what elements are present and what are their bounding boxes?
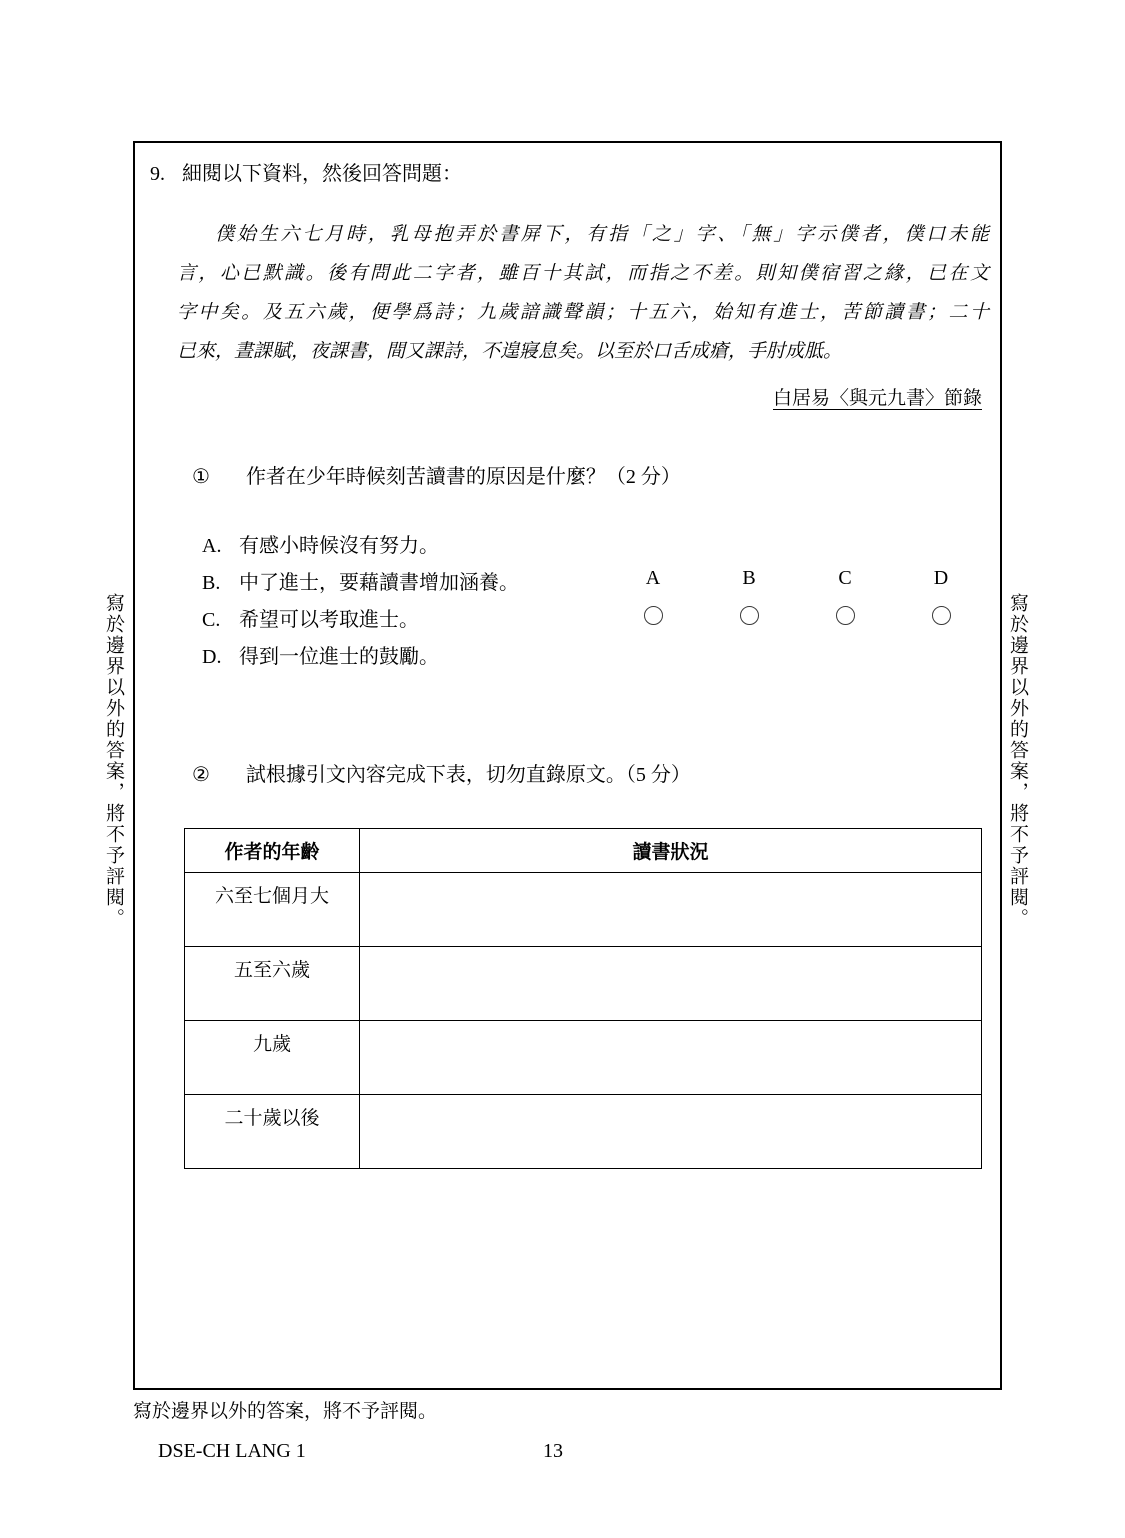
option-c-text: 希望可以考取進士。 [239,609,419,631]
passage-line: 僕始生六七月時，乳母抱弄於書屏下，有指「之」字、「無」字示僕者，僕口未能 [215,224,989,245]
table-header-row [185,829,982,873]
option-a-label: A. [202,535,222,557]
reading-passage [177,215,989,371]
option-d-label: D. [202,646,222,668]
answer-letter-b: B [742,567,756,589]
option-d [202,639,519,676]
age-cell: 五至六歲 [185,947,360,1021]
page-number: 13 [543,1440,563,1462]
sub-question-2-number: ② [192,764,210,786]
option-d-text: 得到一位進士的鼓勵。 [239,646,439,668]
table-row [185,1021,982,1095]
answer-letter-c: C [838,567,852,589]
answer-cell[interactable] [360,873,982,947]
answer-bubble-c[interactable] [836,606,855,625]
passage-line: 字中矣。及五六歲，便學爲詩；九歲諳識聲韻；十五六，始知有進士，苦節讀書；二十 [177,302,989,323]
answer-cell[interactable] [360,1021,982,1095]
right-margin-note: 寫於邊界以外的答案，將不予評閱。 [1007,593,1028,929]
bottom-boundary-note: 寫於邊界以外的答案，將不予評閱。 [133,1401,438,1422]
sub-question-1-text: 作者在少年時候刻苦讀書的原因是什麼？（2 分） [245,466,681,488]
table-header-status: 讀書狀況 [360,829,982,873]
option-c [202,602,519,639]
question-intro: 細閱以下資料，然後回答問題： [182,163,462,185]
sub-question-2-text: 試根據引文內容完成下表，切勿直錄原文。（5 分） [245,764,691,786]
option-b-text: 中了進士，要藉讀書增加涵養。 [239,572,519,594]
option-b [202,565,519,602]
passage-attribution: 白居易〈與元九書〉節錄 [772,388,982,409]
answer-cell[interactable] [360,947,982,1021]
document-code: DSE-CH LANG 1 [158,1440,306,1462]
answer-bubble-a[interactable] [644,606,663,625]
sub-question-2 [192,758,691,787]
table-header-age: 作者的年齡 [185,829,360,873]
age-cell: 六至七個月大 [185,873,360,947]
table-row [185,1095,982,1169]
table-row [185,947,982,1021]
age-cell: 二十歲以後 [185,1095,360,1169]
age-cell: 九歲 [185,1021,360,1095]
answer-bubble-b[interactable] [740,606,759,625]
option-a-text: 有感小時候沒有努力。 [239,535,439,557]
answer-boundary-box [133,141,1002,1390]
question-number: 9. [150,163,165,185]
sub-question-1 [192,460,681,489]
answer-table [184,828,982,1169]
table-row [185,873,982,947]
question-9-header [150,157,462,186]
option-a [202,528,519,565]
sub-question-1-number: ① [192,466,210,488]
left-margin-note: 寫於邊界以外的答案，將不予評閱。 [103,593,124,929]
answer-letter-a: A [645,567,661,589]
option-c-label: C. [202,609,221,631]
option-b-label: B. [202,572,221,594]
options-list [202,528,519,676]
passage-line: 言，心已默識。後有問此二字者，雖百十其試，而指之不差。則知僕宿習之緣，已在文 [177,263,989,284]
answer-letter-d: D [933,567,949,589]
answer-grid [605,567,989,625]
answer-cell[interactable] [360,1095,982,1169]
passage-line: 已來，晝課賦，夜課書，間又課詩，不遑寢息矣。以至於口舌成瘡，手肘成胝。 [177,341,843,362]
answer-bubble-d[interactable] [932,606,951,625]
